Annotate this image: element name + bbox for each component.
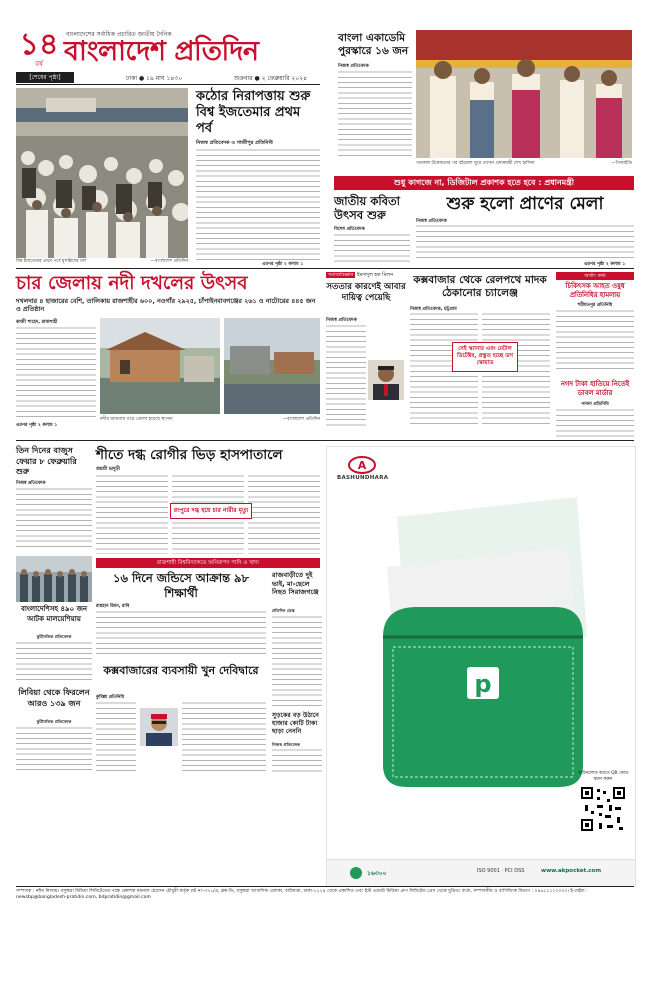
section-rule-2: [16, 440, 634, 441]
ru-byline: রায়হান রিমন, রাবি: [96, 604, 130, 609]
pocket-product-name: পকেট: [406, 695, 528, 755]
academy-caption: [416, 160, 632, 167]
rail-pull-quote: নেই স্ক্যানার এবং মেটাল ডিটেক্টর, প্রস্তুত হচ্ছে ডগ স্কোয়াড: [452, 342, 518, 372]
cox-body-1: [96, 701, 136, 771]
svg-text:A: A: [357, 459, 367, 472]
ijtema-caption: [16, 258, 188, 266]
ijtema-headline: কঠোর নিরাপত্তায় শুরু বিশ্ব ইজতেমার প্রথম পর্ব: [196, 89, 311, 136]
malaysia-headline: বাংলাদেশিসহ ৪৯০ জন আটক মালয়েশিয়ায়: [20, 605, 88, 623]
opinion-tag: [326, 272, 406, 280]
river-subhead: দখলদার ৪ হাজারের বেশি, তালিকায় রাজশাহীর ৬০০, নওগাঁর ২৯২৫, চাঁপাইনবাবগঞ্জের ২৬১ ও নাটোরের ৪৪৫ জন ও প্রতিষ্ঠান: [16, 297, 316, 313]
bazuka-byline: নিজস্ব প্রতিবেদক: [16, 481, 46, 486]
advert-hotline: ১৬৩০০: [367, 870, 387, 877]
masthead-rule: [16, 84, 320, 85]
academy-caption-text: গতকাল উদ্বোধনের পর বইমেলা ঘুরে দেখেন প্রধানমন্ত্রী শেখ হাসিনা: [416, 161, 535, 166]
qr-caption: ডাউনলোড করতে QR কোড স্ক্যান করুন: [577, 771, 629, 782]
academy-body: [338, 70, 412, 158]
qr-code[interactable]: [579, 785, 627, 833]
issue-number: ১৪: [19, 27, 59, 62]
masthead-title: বাংলাদেশ প্রতিদিন: [64, 36, 259, 67]
academy-headline: বাংলা একাডেমি পুরস্কারে ১৬ জন: [338, 32, 409, 57]
pm-banner: শুধু কাগজে না, ডিজিটাল প্রকাশক হতে হবে : প্রধানমন্ত্রী: [334, 176, 634, 190]
brothers-headline: রাজবাড়ীতে দুই ভাই, মা-ছেলে নিহত সিরাজগঞ্জে: [272, 571, 319, 597]
river-byline: কাজী শাহেদ, রাজশাহী: [16, 320, 58, 325]
cold-body-1: [96, 474, 168, 554]
qr-code-icon: [579, 785, 627, 833]
cold-byline: জয়শ্রী ভাদুড়ী: [96, 467, 120, 472]
pocket-advert: [326, 446, 636, 886]
malaysia-body: [16, 641, 92, 681]
river-headline: চার জেলায় নদী দখলের উৎসব: [16, 273, 248, 294]
issue-badge: [16, 27, 62, 68]
river-caption: [100, 416, 320, 423]
pocket-registered-mark: ®: [555, 693, 565, 704]
libya-byline: কূটনৈতিক প্রতিবেদক: [36, 719, 72, 724]
libya-headline: লিবিয়া থেকে ফিরলেন আরও ১৩৯ জন: [18, 688, 90, 708]
masthead: [16, 26, 320, 84]
advert-website[interactable]: www.akpocket.com: [541, 868, 602, 874]
kobita-headline: জাতীয় কবিতা উৎসব শুরু: [334, 194, 401, 222]
ijtema-continued: এরপর পৃষ্ঠা ২ কলাম ১: [262, 262, 304, 267]
cold-headline: শীতে দগ্ধ রোগীর ভিড় হাসপাতালে: [96, 447, 283, 463]
ijtema-body: [196, 148, 320, 260]
kobita-body: [334, 233, 410, 263]
river-caption-text: নদীর জায়গায় গড়ে তোলা হয়েছে স্থাপনা: [100, 417, 173, 422]
brothers-byline: প্রতিদিন ডেস্ক: [272, 608, 295, 613]
opinion-byline: নিজস্ব প্রতিবেদক: [326, 318, 357, 323]
bazuka-body: [16, 487, 92, 547]
rail-headline: কক্সবাজার থেকে রেলপথে মাদক ঠেকানোর চ্যালেঞ্জ: [413, 274, 547, 299]
river-continued: এরপর পৃষ্ঠা ২ কলাম ১: [16, 423, 58, 428]
mela-byline: নিজস্ব প্রতিবেদক: [416, 219, 447, 224]
cox-body-2: [182, 701, 266, 771]
crowd-image: [16, 88, 188, 258]
detainees-image: [16, 556, 92, 602]
cox-byline: কুমিল্লা প্রতিনিধি: [96, 695, 125, 700]
dateline-left: ঢাকা ● ১৯ মাঘ ১৪৩০: [126, 75, 183, 82]
river-body: [16, 326, 96, 420]
portrait-image: [368, 360, 404, 400]
ru-kicker: রাজশাহী বিশ্ববিদ্যালয়ে অনিরাপদ পানি ও খাদ্য: [96, 558, 320, 568]
bashundhara-logo-text: BASHUNDHARA: [337, 475, 389, 481]
cox-victim-photo: [140, 708, 178, 746]
advert-footer: [327, 859, 635, 886]
academy-box: [334, 26, 634, 176]
cold-body-3: [248, 474, 320, 554]
svg-text:p: p: [474, 670, 492, 698]
kobita-byline: বিশেষ প্রতিবেদক: [334, 227, 365, 232]
riverbank-image: [224, 318, 320, 414]
opinion-headline: সততার কারণেই আবার দায়িত্ব পেয়েছি: [326, 282, 406, 303]
libya-body: [16, 726, 92, 770]
academy-photo-credit: —পিআইডি: [610, 161, 632, 166]
victim-portrait: [140, 708, 178, 746]
brothers-body: [272, 615, 322, 707]
ijtema-byline: নিজস্ব প্রতিবেদক ও গাজীপুর প্রতিনিধি: [196, 140, 273, 146]
ru-headline: ১৬ দিনে জন্ডিসে আক্রান্ত ৯৮ শিক্ষার্থী: [113, 571, 249, 600]
rail-byline: নিজস্ব প্রতিবেদক, চট্টগ্রাম: [410, 307, 457, 312]
cash-byline: পাবনা প্রতিনিধি: [581, 402, 609, 407]
opinion-portrait: [368, 360, 404, 400]
tagline: বাংলাদেশের সর্বাধিক প্রচারিত জাতীয় দৈনিক: [66, 31, 172, 38]
dateline-right: শুক্রবার ● ২ ফেব্রুয়ারি ২০২৪: [234, 75, 308, 82]
page-label: [শেষের পৃষ্ঠা]: [16, 72, 74, 83]
opinion-tag-label: সমাজবিজ্ঞান: [328, 272, 354, 278]
ijtema-caption-text: বিশ্ব ইজতেমার প্রথম পর্বে মুসল্লিদের ঢল: [16, 259, 86, 264]
ru-body: [96, 610, 266, 656]
river-photo-right: [224, 318, 320, 414]
academy-byline: নিজস্ব প্রতিবেদক: [338, 64, 369, 69]
tunnel-body: [272, 748, 322, 772]
malaysia-photo: [16, 556, 92, 602]
cox-headline: কক্সবাজারের ব্যবসায়ী খুন দেবিদ্বারে: [103, 664, 259, 677]
section-rule-1: [16, 268, 634, 269]
river-photo-left: [100, 318, 220, 414]
tunnel-byline: নিজস্ব প্রতিবেদক: [272, 742, 301, 747]
ijtema-photo-credit: —বাংলাদেশ প্রতিদিন: [150, 259, 188, 264]
advert-badges: ISO 9001 · PCI DSS: [477, 868, 525, 874]
cash-headline: নগদ টাকা হাতিয়ে নিতেই ডাবল মার্ডার: [560, 380, 630, 397]
opinion-author: ইমদাদুল হক মিলন: [357, 272, 394, 278]
hotline-icon: [349, 866, 363, 880]
mela-body: [416, 224, 634, 260]
river-house-image: [100, 318, 220, 414]
river-photo-credit: —বাংলাদেশ প্রতিদিন: [282, 417, 320, 422]
imprint-rule: [16, 886, 634, 887]
issue-word: বর্ষ: [35, 60, 43, 68]
side-body: [556, 309, 634, 369]
opinion-body: [326, 324, 366, 428]
malaysia-byline: কূটনৈতিক প্রতিবেদক: [36, 634, 72, 639]
book-fair-image: [416, 30, 632, 158]
cash-body: [556, 408, 634, 438]
side-byline: শরীয়তপুর প্রতিনিধি: [577, 303, 613, 308]
academy-photo: [416, 30, 632, 158]
ijtema-photo: [16, 88, 188, 258]
imprint: সম্পাদক : নঈম নিজাম। বসুন্ধরা মিডিয়া লিমিটেডের পক্ষে প্রকাশক ময়নাল হোসেন চৌধুরী কর্তৃক প্লট নং-৩৭১/এ, ব্লক-ডি, বসুন্ধরা আবাসিক এলাকা, বারিধারা, ঢাকা-১২২৯ থেকে প্রকাশিত এবং ইস্ট ওয়েস্ট মিডিয়া গ্রুপ লিমিটেড প্রেস থেকে মুদ্রিত। বার্তা, সম্পাদকীয় ও বাণিজ্যিক বিভাগ : ০৯৬১২১২০০০০। ই-মেইল : newsbp@bangladesh-pratidin.com, bdpratidin@gmail.com: [16, 889, 588, 900]
mela-continued: এরপর পৃষ্ঠা ২ কলাম ১: [584, 262, 626, 267]
side-tag: অর্থাৎ কথা: [556, 272, 634, 280]
tunnel-headline: সুড়কের বড় উঠানে হাজার কোটি টাকা ছাড়া নেননি: [272, 712, 319, 735]
cold-pull-quote: রংপুরে দগ্ধ হয়ে চার নারীর মৃত্যু: [170, 503, 252, 519]
bazuka-headline: তিন দিনের বাজুস ফেয়ার ৮ ফেব্রুয়ারি শুরু: [16, 446, 77, 476]
mela-headline: শুরু হলো প্রাণের মেলা: [446, 194, 604, 214]
side-headline: চিকিৎসক আহত ওষুধ প্রতিনিধির হামলায়: [565, 282, 625, 299]
